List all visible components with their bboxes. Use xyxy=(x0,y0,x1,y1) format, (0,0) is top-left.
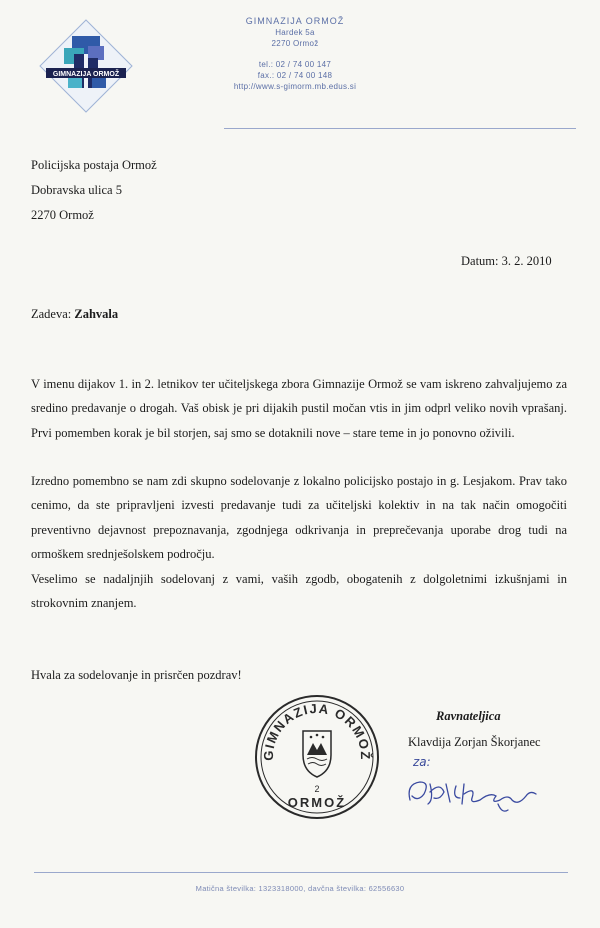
recipient-address xyxy=(31,154,157,229)
school-street: Hardek 5a xyxy=(275,28,315,37)
signatory-name: Klavdija Zorjan Škorjanec xyxy=(408,735,541,749)
school-logo xyxy=(38,18,134,114)
official-stamp xyxy=(253,693,381,821)
stamp-top-text: GIMNAZIJA ORMOŽ xyxy=(260,700,374,761)
subject-value: Zahvala xyxy=(74,307,119,321)
school-website[interactable]: http://www.s-gimorm.mb.edus.si xyxy=(233,82,357,91)
letterhead-divider xyxy=(224,128,576,129)
subject-label: Zadeva: xyxy=(31,307,72,321)
letterhead-contact xyxy=(200,16,390,92)
footer-divider xyxy=(34,872,568,873)
school-city: 2270 Ormož xyxy=(271,39,319,48)
body-paragraph-1: V imenu dijakov 1. in 2. letnikov ter učiteljskega zbora Gimnazije Ormož se vam iskreno zahvaljujemo za sredino predavanje o drogah. Vaš obisk je pri dijakih pustil močan vtis in jim odprl veliko novih vprašanj. Prvi pomemben korak je bil storjen, saj smo se dotaknili nove – stare teme in jo ponovno oživili. xyxy=(31,377,567,440)
letter-date: Datum: 3. 2. 2010 xyxy=(461,254,552,268)
logo-text: GIMNAZIJA ORMOŽ xyxy=(52,71,120,78)
signatory-role: Ravnateljica xyxy=(436,709,501,723)
school-fax: fax.: 02 / 74 00 148 xyxy=(257,71,333,80)
letter-subject xyxy=(31,303,118,325)
school-name: GIMNAZIJA ORMOŽ xyxy=(245,16,345,26)
on-behalf-mark: za: xyxy=(413,755,431,769)
footer-registration: Matična številka: 1323318000, davčna številka: 62556630 xyxy=(195,884,405,893)
stamp-number: 2 xyxy=(314,784,320,794)
school-phone: tel.: 02 / 74 00 147 xyxy=(258,60,332,69)
recipient-line-2: Dobravska ulica 5 xyxy=(31,183,122,197)
handwritten-signature xyxy=(400,770,550,816)
body-paragraph-2: Izredno pomembno se nam zdi skupno sodelovanje z lokalno policijsko postajo in g. Lesjakom. Prav tako cenimo, da ste pripravljeni izvesti predavanje tudi za učiteljski kolektiv in na tak način omogočiti preventivno dejavnost prepoznavanja, zgodnjega odkrivanja in preprečevanja uporabe drog tudi na ormoškem srednješolskem področju. xyxy=(31,474,567,561)
recipient-line-3: 2270 Ormož xyxy=(31,208,94,222)
body-paragraph-3: Veselimo se nadaljnjih sodelovanj z vami, vaših zgodb, obogatenih z dolgoletnimi izkušnjami in strokovnim znanjem. xyxy=(31,572,567,611)
closing-greeting: Hvala za sodelovanje in prisrčen pozdrav! xyxy=(31,668,242,682)
stamp-bottom-text: ORMOŽ xyxy=(287,795,347,810)
recipient-line-1: Policijska postaja Ormož xyxy=(31,158,157,172)
